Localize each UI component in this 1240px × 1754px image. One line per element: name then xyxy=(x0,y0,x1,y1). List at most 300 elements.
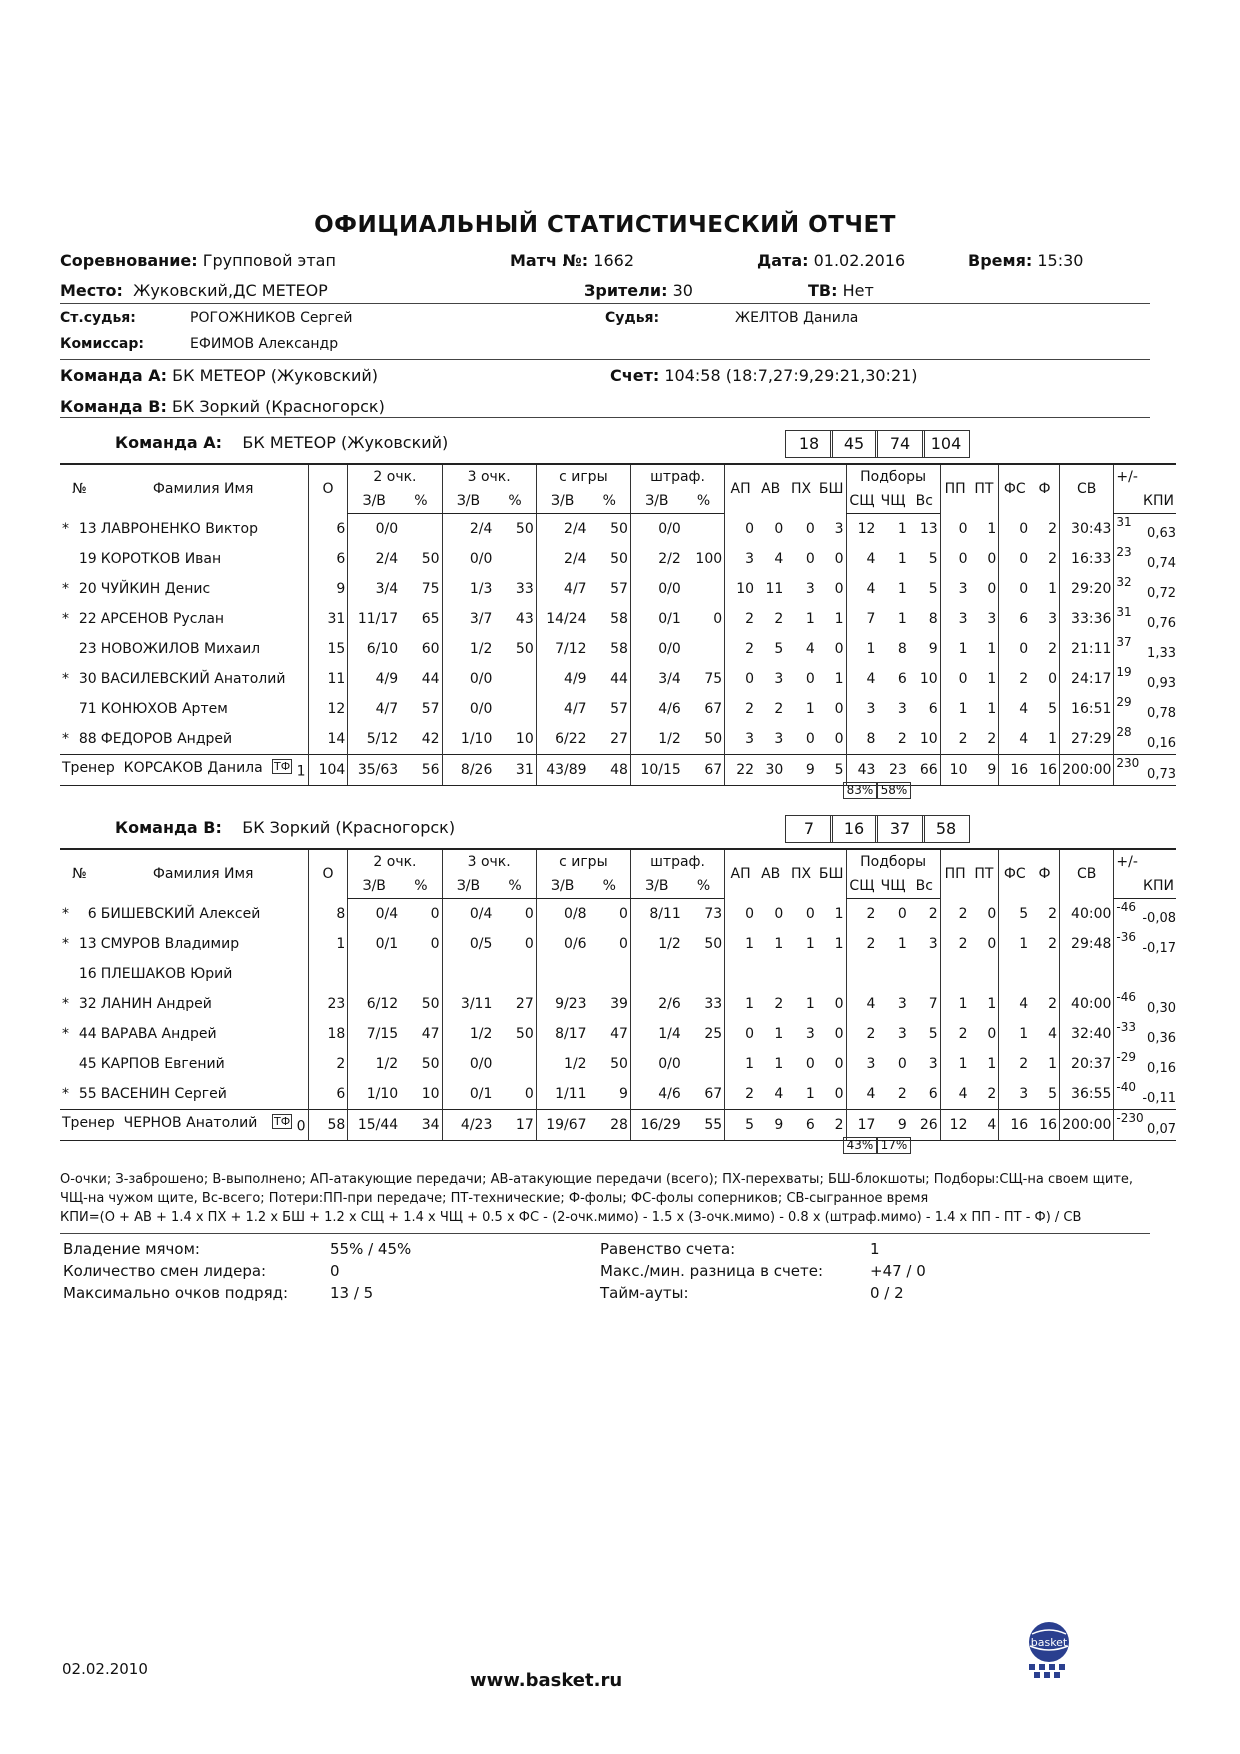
stat-astall: 1 xyxy=(774,1056,784,1072)
stat-m3: 0/4 xyxy=(442,899,494,930)
plus-minus-kpi xyxy=(1114,929,1176,959)
stat-ast: 10 xyxy=(725,574,756,604)
max-run-value: 13 / 5 xyxy=(330,1284,374,1302)
stat-tp: 1 xyxy=(940,634,969,664)
plus-minus: 31 xyxy=(1116,515,1132,529)
stat-fd: 0 xyxy=(999,544,1030,574)
stat-oreb: 0 xyxy=(897,906,907,922)
spectators-label: Зрители: xyxy=(584,281,668,300)
stat-treb: 6 xyxy=(928,1086,938,1102)
stat-oreb: 1 xyxy=(897,551,907,567)
stat-m2: 1/2 xyxy=(348,1049,400,1079)
spectators-value: 30 xyxy=(672,281,693,300)
stat-ast: 2 xyxy=(725,694,756,724)
stat-p2: 50 xyxy=(421,551,440,567)
team-a-row xyxy=(60,366,378,385)
stat-m3: 3/7 xyxy=(442,604,494,634)
player-name: АРСЕНОВ Руслан xyxy=(100,611,225,627)
total-min: 200:00 xyxy=(1059,1110,1113,1141)
competition-value: Групповой этап xyxy=(202,251,336,270)
stat-tp: 1 xyxy=(940,1049,969,1079)
col-header-no: № xyxy=(60,849,99,899)
total-p2: 34 xyxy=(400,1110,442,1141)
jersey-number: 19 xyxy=(78,551,97,567)
jersey-number: 22 xyxy=(78,611,97,627)
stat-min: 40:00 xyxy=(1059,899,1113,930)
stat-tt: 1 xyxy=(987,520,997,537)
col-header-steals: ПХ xyxy=(785,464,816,514)
pct-off-reb: 17% xyxy=(877,1137,911,1154)
col-header-2pt: 2 очк. xyxy=(348,464,442,489)
stat-oreb: 1 xyxy=(897,521,907,537)
stat-p3: 0 xyxy=(524,906,534,922)
stat-pft xyxy=(683,514,725,545)
date-label: Дата: xyxy=(757,251,809,270)
stat-mft: 3/4 xyxy=(630,664,682,694)
stat-pft: 25 xyxy=(704,1026,723,1042)
plus-minus: -46 xyxy=(1116,990,1137,1004)
total-blk: 2 xyxy=(817,1110,846,1141)
stat-ast: 1 xyxy=(725,989,756,1019)
tv-label: ТВ: xyxy=(808,281,838,300)
legend-line: ЧЩ-на чужом щите, Вс-всего; Потери:ПП-при передаче; ПТ-технические; Ф-фолы; ФС-фолы соперников; СВ-сыгранное время xyxy=(60,1191,929,1206)
total-stl: 9 xyxy=(785,755,816,786)
stat-oreb: 2 xyxy=(897,731,907,747)
timeouts-label: Тайм-ауты: xyxy=(600,1284,689,1302)
venue-label: Место: xyxy=(60,281,123,300)
stat-pft: 0 xyxy=(713,611,723,627)
stat-mft: 8/11 xyxy=(630,899,682,930)
stat-p2: 60 xyxy=(421,641,440,657)
player-name: ВАРАВА Андрей xyxy=(100,1026,217,1042)
quarter-score: 104 xyxy=(922,430,970,458)
stat-dreb: 1 xyxy=(846,634,877,664)
stat-treb: 13 xyxy=(919,521,938,537)
kpi: 1,33 xyxy=(1147,646,1176,661)
quarter-score: 37 xyxy=(875,815,925,843)
stat-dreb: 4 xyxy=(846,989,877,1019)
stat-m3: 2/4 xyxy=(442,514,494,545)
plus-minus-kpi xyxy=(1114,724,1176,755)
total-m2: 15/44 xyxy=(348,1110,400,1141)
plus-minus-kpi xyxy=(1114,755,1176,786)
stat-pts: 6 xyxy=(308,1079,348,1110)
stat-p2: 65 xyxy=(421,611,440,627)
jersey-number: 55 xyxy=(78,1086,97,1102)
stat-oreb: 1 xyxy=(897,936,907,952)
col-header-minutes: СВ xyxy=(1059,849,1113,899)
stat-pft xyxy=(683,634,725,664)
player-number xyxy=(60,724,99,755)
stat-pfg: 58 xyxy=(610,641,628,657)
player-name: ЛАНИН Андрей xyxy=(100,996,212,1012)
player-row[interactable] xyxy=(60,929,1176,959)
stat-blk: 1 xyxy=(834,671,844,687)
total-astall: 9 xyxy=(756,1110,785,1141)
player-row[interactable] xyxy=(60,1079,1176,1110)
player-row[interactable] xyxy=(60,959,1176,989)
player-row[interactable] xyxy=(60,544,1176,574)
stat-stl: 0 xyxy=(805,551,815,567)
col-header-2pt: 2 очк. xyxy=(348,849,442,874)
stat-m2: 4/7 xyxy=(348,694,400,724)
stat-astall: 1 xyxy=(774,1026,784,1042)
plus-minus: -33 xyxy=(1116,1020,1137,1034)
plus-minus: 31 xyxy=(1116,605,1132,619)
ties-label: Равенство счета: xyxy=(600,1240,736,1258)
chief-ref-label: Ст.судья: xyxy=(60,310,136,326)
player-row[interactable] xyxy=(60,664,1176,694)
stat-ast: 2 xyxy=(725,1079,756,1110)
stat-tp: 2 xyxy=(940,1019,969,1049)
stat-mft: 0/0 xyxy=(630,634,682,664)
stat-p2: 57 xyxy=(421,701,440,717)
stat-ast: 0 xyxy=(725,664,756,694)
stat-pf: 2 xyxy=(1048,905,1057,922)
stat-m2: 1/10 xyxy=(348,1079,400,1110)
player-name: ВАСИЛЕВСКИЙ Анатолий xyxy=(100,671,286,687)
stat-mft: 0/0 xyxy=(630,514,682,545)
player-row[interactable] xyxy=(60,514,1176,545)
stat-pfg: 57 xyxy=(610,701,628,717)
player-row[interactable] xyxy=(60,694,1176,724)
stat-blk: 3 xyxy=(834,520,844,537)
stat-m2: 6/12 xyxy=(348,989,400,1019)
stat-blk xyxy=(817,959,846,989)
stat-pf xyxy=(1030,959,1059,989)
stat-m2: 7/15 xyxy=(348,1019,400,1049)
time-label: Время: xyxy=(968,251,1033,270)
stat-min xyxy=(1059,959,1113,989)
stat-ast xyxy=(725,959,756,989)
stat-p3 xyxy=(494,694,536,724)
stat-tp: 1 xyxy=(940,989,969,1019)
stat-pft xyxy=(683,959,725,989)
stat-mft: 2/6 xyxy=(630,989,682,1019)
jersey-number: 30 xyxy=(78,671,97,687)
stat-pts: 6 xyxy=(308,514,348,545)
stat-blk: 0 xyxy=(834,641,844,657)
possession-value: 55% / 45% xyxy=(330,1240,412,1258)
stat-tt: 1 xyxy=(987,1056,997,1072)
kpi: 0,30 xyxy=(1147,1001,1176,1016)
stat-mfg: 8/17 xyxy=(536,1019,588,1049)
stat-treb: 10 xyxy=(919,671,938,687)
pct-def-reb: 43% xyxy=(843,1137,877,1154)
player-number xyxy=(60,604,99,634)
stat-fd: 3 xyxy=(999,1079,1030,1110)
stat-pfg: 57 xyxy=(610,581,628,597)
player-number xyxy=(60,664,99,694)
stat-astall: 5 xyxy=(774,641,784,657)
col-header-to-tech: ПТ xyxy=(970,849,999,899)
stat-tp: 3 xyxy=(940,574,969,604)
stat-tp: 2 xyxy=(940,929,969,959)
starter-mark: * xyxy=(62,936,69,952)
stat-pf: 3 xyxy=(1048,611,1057,627)
stat-stl: 0 xyxy=(805,671,815,687)
team-section-label: Команда В: xyxy=(115,818,222,837)
stat-dreb: 7 xyxy=(846,604,877,634)
team-fouls xyxy=(272,1115,306,1135)
stat-m3: 0/1 xyxy=(442,1079,494,1110)
stat-blk: 1 xyxy=(834,611,844,627)
tf-label: ТФ xyxy=(274,1115,291,1129)
stat-min: 29:20 xyxy=(1059,574,1113,604)
stat-dreb: 12 xyxy=(846,514,877,545)
stat-mfg: 2/4 xyxy=(536,514,588,545)
stat-fd: 1 xyxy=(999,929,1030,959)
stat-min: 40:00 xyxy=(1059,989,1113,1019)
lead-changes-value: 0 xyxy=(330,1262,340,1280)
kpi: 0,16 xyxy=(1147,1061,1176,1076)
stat-mfg xyxy=(536,959,588,989)
total-dreb: 17 xyxy=(846,1110,877,1141)
stat-stl: 0 xyxy=(805,1056,815,1072)
stat-stl: 1 xyxy=(805,611,815,627)
stat-mfg: 4/9 xyxy=(536,664,588,694)
stat-stl: 0 xyxy=(805,905,815,922)
stat-treb: 7 xyxy=(928,996,938,1012)
stat-pf: 1 xyxy=(1048,581,1057,597)
total-blk: 5 xyxy=(817,755,846,786)
col-header-name: Фамилия Имя xyxy=(99,464,308,514)
player-row[interactable] xyxy=(60,634,1176,664)
team-a-label: Команда А: xyxy=(60,366,168,385)
stat-m3: 1/3 xyxy=(442,574,494,604)
jersey-number: 6 xyxy=(87,905,97,922)
player-number xyxy=(60,959,99,989)
stat-astall: 2 xyxy=(774,996,784,1012)
stat-m3: 3/11 xyxy=(442,989,494,1019)
stat-p2: 50 xyxy=(421,1056,440,1072)
footer-site[interactable]: www.basket.ru xyxy=(470,1670,623,1691)
col-header-rebounds: Подборы xyxy=(846,849,940,874)
plus-minus-kpi xyxy=(1114,604,1176,634)
player-name: ЛАВРОНЕНКО Виктор xyxy=(100,520,258,537)
player-number xyxy=(60,1079,99,1110)
stat-fd: 5 xyxy=(999,899,1030,930)
col-header-steals: ПХ xyxy=(785,849,816,899)
col-header-pct: % xyxy=(683,489,725,514)
col-header-made-att: З/В xyxy=(630,874,682,899)
stat-pfg: 27 xyxy=(610,731,628,747)
coach-cell xyxy=(60,1110,308,1141)
plus-minus-kpi xyxy=(1114,664,1176,694)
quarter-score: 16 xyxy=(830,815,878,843)
stat-pts: 1 xyxy=(308,929,348,959)
tf-label: ТФ xyxy=(274,760,291,774)
player-row[interactable] xyxy=(60,1019,1176,1049)
player-row[interactable] xyxy=(60,724,1176,755)
plus-minus: 28 xyxy=(1116,725,1132,739)
kpi: -0,17 xyxy=(1142,941,1176,956)
player-row[interactable] xyxy=(60,899,1176,930)
report-title: ОФИЦИАЛЬНЫЙ СТАТИСТИЧЕСКИЙ ОТЧЕТ xyxy=(314,212,896,238)
stat-fd: 2 xyxy=(999,664,1030,694)
jersey-number: 16 xyxy=(78,966,97,982)
stat-pfg: 47 xyxy=(610,1026,628,1042)
starter-mark: * xyxy=(62,1026,69,1042)
stat-mft xyxy=(630,959,682,989)
score-label: Счет: xyxy=(610,366,660,385)
col-header-ft: штраф. xyxy=(630,464,724,489)
stat-min: 20:37 xyxy=(1059,1049,1113,1079)
kpi: 0,73 xyxy=(1147,767,1176,782)
kpi: 0,72 xyxy=(1147,586,1176,601)
stat-oreb: 3 xyxy=(897,996,907,1012)
player-row[interactable] xyxy=(60,574,1176,604)
player-number xyxy=(60,929,99,959)
stat-blk: 0 xyxy=(834,1026,844,1042)
stat-m3: 1/2 xyxy=(442,1019,494,1049)
plus-minus-kpi xyxy=(1114,634,1176,664)
stat-m2: 0/4 xyxy=(348,899,400,930)
plus-minus-kpi xyxy=(1114,514,1176,545)
stat-dreb xyxy=(846,959,877,989)
player-row[interactable] xyxy=(60,604,1176,634)
stat-tp: 3 xyxy=(940,604,969,634)
stat-astall: 11 xyxy=(765,581,784,597)
stat-pft: 100 xyxy=(695,551,723,567)
stat-fd: 2 xyxy=(999,1049,1030,1079)
stat-stl: 1 xyxy=(805,996,815,1012)
stat-treb: 10 xyxy=(919,731,938,747)
coach-name: КОРСАКОВ Данила xyxy=(123,760,263,777)
stat-stl: 1 xyxy=(805,701,815,717)
total-pts: 58 xyxy=(308,1110,348,1141)
stat-dreb: 2 xyxy=(846,1019,877,1049)
stat-pf: 2 xyxy=(1048,520,1057,537)
player-row[interactable] xyxy=(60,1049,1176,1079)
total-pfg: 28 xyxy=(589,1110,631,1141)
col-header-pct: % xyxy=(589,489,631,514)
stat-p2: 50 xyxy=(421,996,440,1012)
stat-dreb: 4 xyxy=(846,664,877,694)
commissioner-label: Комиссар: xyxy=(60,336,144,352)
team-section-name: БК Зоркий (Красногорск) xyxy=(242,818,456,837)
stat-astall: 0 xyxy=(774,905,784,922)
total-p3: 31 xyxy=(494,755,536,786)
player-row[interactable] xyxy=(60,989,1176,1019)
total-mfg: 19/67 xyxy=(536,1110,588,1141)
plus-minus-kpi xyxy=(1114,574,1176,604)
col-header-3pt: 3 очк. xyxy=(442,849,536,874)
team-section-name: БК МЕТЕОР (Жуковский) xyxy=(242,433,449,452)
col-header-fouls: Ф xyxy=(1030,464,1059,514)
plus-minus-kpi xyxy=(1114,959,1176,989)
stat-tt: 2 xyxy=(987,1086,997,1102)
col-header-to-pass: ПП xyxy=(940,849,969,899)
stat-pfg: 9 xyxy=(619,1086,628,1102)
stat-p3: 0 xyxy=(524,1086,534,1102)
stat-mft: 0/1 xyxy=(630,604,682,634)
stat-pts: 6 xyxy=(308,544,348,574)
jersey-number: 20 xyxy=(78,581,97,597)
total-mft: 10/15 xyxy=(630,755,682,786)
stat-p3 xyxy=(494,664,536,694)
stat-astall: 4 xyxy=(774,1086,784,1102)
stat-ast: 0 xyxy=(725,514,756,545)
total-fd: 16 xyxy=(999,1110,1030,1141)
quarter-score: 74 xyxy=(875,430,925,458)
stat-m3: 0/5 xyxy=(442,929,494,959)
plus-minus-kpi xyxy=(1114,899,1176,930)
spectators-row xyxy=(584,281,693,300)
stat-m2: 0/1 xyxy=(348,929,400,959)
stat-pts: 14 xyxy=(308,724,348,755)
player-name: ВАСЕНИН Сергей xyxy=(100,1086,227,1102)
stat-pfg: 44 xyxy=(610,671,628,687)
stat-mfg: 14/24 xyxy=(536,604,588,634)
total-pf: 16 xyxy=(1030,755,1059,786)
plus-minus-kpi xyxy=(1114,694,1176,724)
total-m3: 8/26 xyxy=(442,755,494,786)
stat-treb: 5 xyxy=(928,551,938,567)
col-header-pct: % xyxy=(400,489,442,514)
plus-minus: -46 xyxy=(1116,900,1137,914)
stat-astall: 1 xyxy=(774,936,784,952)
stat-pft: 50 xyxy=(704,936,723,952)
total-tt: 9 xyxy=(970,755,999,786)
stat-p3: 0 xyxy=(524,936,534,952)
stat-mfg: 7/12 xyxy=(536,634,588,664)
stat-tp: 0 xyxy=(940,544,969,574)
stat-oreb: 1 xyxy=(897,611,907,627)
divider xyxy=(60,303,1150,304)
margin-label: Макс./мин. разница в счете: xyxy=(600,1262,824,1280)
player-number xyxy=(60,574,99,604)
stat-dreb: 8 xyxy=(846,724,877,755)
stat-pts: 31 xyxy=(308,604,348,634)
team-total-row xyxy=(60,755,1176,786)
stat-tp: 2 xyxy=(940,724,969,755)
tf-value: 1 xyxy=(296,763,306,780)
jersey-number: 71 xyxy=(78,701,97,717)
total-treb: 66 xyxy=(909,755,940,786)
stat-oreb: 0 xyxy=(897,1056,907,1072)
kpi: 0,16 xyxy=(1147,736,1176,751)
total-m3: 4/23 xyxy=(442,1110,494,1141)
stat-oreb: 8 xyxy=(897,641,907,657)
stat-treb: 3 xyxy=(928,936,938,952)
stat-blk: 0 xyxy=(834,701,844,717)
stat-fd: 4 xyxy=(999,694,1030,724)
jersey-number: 45 xyxy=(78,1056,97,1072)
total-pf: 16 xyxy=(1030,1110,1059,1141)
starter-mark: * xyxy=(62,671,69,687)
team-section-label: Команда А: xyxy=(115,433,223,452)
player-name: КОНЮХОВ Артем xyxy=(100,701,228,717)
stat-pfg: 50 xyxy=(610,551,628,567)
match-value: 1662 xyxy=(593,251,635,270)
coach-label: Тренер xyxy=(62,1115,115,1132)
player-number xyxy=(60,989,99,1019)
player-name: ФЕДОРОВ Андрей xyxy=(100,731,233,747)
stat-oreb: 6 xyxy=(897,671,907,687)
stat-pts: 8 xyxy=(308,899,348,930)
jersey-number: 32 xyxy=(78,996,97,1012)
col-header-3pt: 3 очк. xyxy=(442,464,536,489)
stat-p2: 75 xyxy=(421,581,440,597)
col-header-fouls-drawn: ФС xyxy=(999,464,1030,514)
plus-minus: 23 xyxy=(1116,545,1132,559)
jersey-number: 44 xyxy=(78,1026,97,1042)
competition-label: Соревнование: xyxy=(60,251,198,270)
stat-m3: 1/2 xyxy=(442,634,494,664)
team-section-title xyxy=(115,433,448,452)
stat-tp: 1 xyxy=(940,694,969,724)
